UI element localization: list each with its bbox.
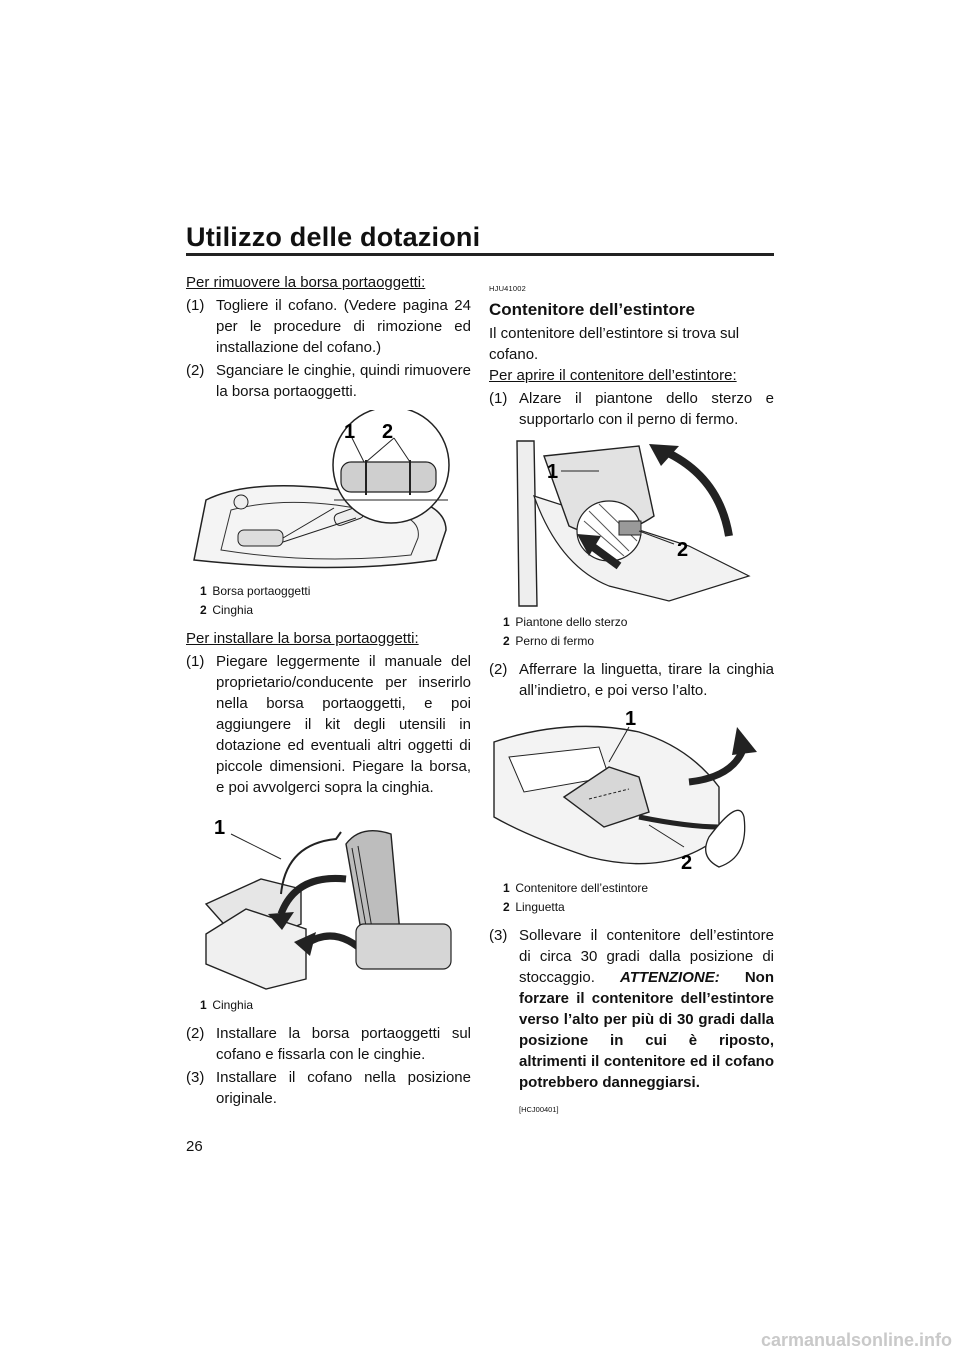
remove-heading: Per rimuovere la borsa portaoggetti: (186, 274, 426, 291)
page-number: 26 (186, 1138, 203, 1155)
attention-label: ATTENZIONE: (620, 969, 720, 986)
open-step-1 (489, 388, 774, 430)
callout-2: 2 (681, 852, 693, 874)
step-text: Togliere il cofano. (Vedere pagina 24 per le procedure di rimozione ed installazione del cofano.) (216, 297, 471, 356)
callout-1: 1 (214, 817, 226, 839)
legend-number: 1 (200, 584, 207, 598)
figure-3-legend (489, 613, 774, 651)
legend-text: Borsa portaoggetti (212, 584, 311, 598)
legend-text: Piantone dello sterzo (515, 615, 628, 629)
step-text: Alzare il piantone dello sterzo e supportarlo con il perno di fermo. (519, 390, 774, 428)
steering-column-illustration (489, 436, 774, 611)
step-text: Piegare leggermente il manuale del proprietario/conducente per inserirlo nella borsa portaoggetti, e poi aggiungere il kit degli utensili in dotazione ed eventuali altri oggetti di piccole dimensioni. Piegare la borsa, e poi avvolgerci sopra la cinghia. (216, 653, 471, 796)
attention-code: [HCJ00401] (519, 1105, 559, 1114)
legend-number: 2 (503, 900, 510, 914)
figure-2-legend (186, 996, 471, 1015)
install-step-2 (186, 1023, 471, 1065)
watermark: carmanualsonline.info (760, 1330, 952, 1350)
step-text: Afferrare la linguetta, tirare la cinghia all’indietro, e poi verso l’alto. (519, 661, 774, 699)
figure-folding-bag (186, 804, 471, 994)
step-number: (3) (489, 927, 508, 944)
step-number: (2) (186, 362, 205, 379)
section-code: HJU41002 (489, 284, 527, 293)
storage-bag-illustration (186, 410, 471, 580)
open-step-3 (489, 925, 774, 1120)
remove-step-1 (186, 295, 471, 358)
callout-1: 1 (547, 461, 559, 483)
folding-bag-illustration (186, 804, 471, 994)
step-3-body (519, 925, 774, 1120)
legend-text: Perno di fermo (515, 634, 595, 648)
figure-extinguisher-tab (489, 707, 774, 877)
callout-2: 2 (677, 539, 689, 561)
step-text: Installare la borsa portaoggetti sul cofano e fissarla con le cinghie. (216, 1025, 471, 1063)
legend-text: Cinghia (212, 603, 254, 617)
step-number: (1) (186, 297, 205, 314)
figure-steering-column (489, 436, 774, 611)
callout-1: 1 (625, 708, 637, 730)
step-number: (1) (186, 653, 205, 670)
figure-storage-bag-removal (186, 410, 471, 580)
step-number: (3) (186, 1069, 205, 1086)
section-title: Contenitore dell’estintore (489, 300, 695, 319)
extinguisher-tab-illustration (489, 707, 774, 877)
legend-number: 1 (200, 998, 207, 1012)
callout-2: 2 (382, 421, 394, 443)
remove-step-2 (186, 360, 471, 402)
step-text: Sollevare il contenitore dell’estintore di circa 30 gradi dalla posizione di stoccaggio. (519, 927, 774, 986)
callout-1: 1 (344, 421, 356, 443)
left-column (186, 272, 471, 1111)
install-step-1 (186, 651, 471, 798)
step-number: (2) (489, 661, 508, 678)
legend-text: Contenitore dell’estintore (515, 881, 649, 895)
install-step-3 (186, 1067, 471, 1109)
page-title: Utilizzo delle dotazioni (186, 222, 481, 252)
legend-number: 1 (503, 881, 510, 895)
right-column (489, 272, 774, 1122)
install-heading: Per installare la borsa portaoggetti: (186, 630, 419, 647)
legend-number: 2 (503, 634, 510, 648)
legend-text: Linguetta (515, 900, 565, 914)
title-rule (186, 253, 774, 256)
step-text: Installare il cofano nella posizione originale. (216, 1069, 471, 1107)
section-intro: Il contenitore dell’estintore si trova sul cofano. (489, 325, 740, 363)
legend-text: Cinghia (212, 998, 254, 1012)
step-number: (1) (489, 390, 508, 407)
step-text: Sganciare le cinghie, quindi rimuovere la borsa portaoggetti. (216, 362, 471, 400)
open-heading: Per aprire il contenitore dell’estintore: (489, 367, 737, 384)
attention-text: Non forzare il contenitore dell’estintore verso l’alto per più di 30 gradi dalla posizione in cui è riposto, altrimenti il contenitore ed il cofano potrebbero danneggiarsi. (519, 969, 774, 1091)
legend-number: 2 (200, 603, 207, 617)
step-number: (2) (186, 1025, 205, 1042)
legend-number: 1 (503, 615, 510, 629)
figure-4-legend (489, 879, 774, 917)
open-step-2 (489, 659, 774, 701)
figure-1-legend (186, 582, 471, 620)
